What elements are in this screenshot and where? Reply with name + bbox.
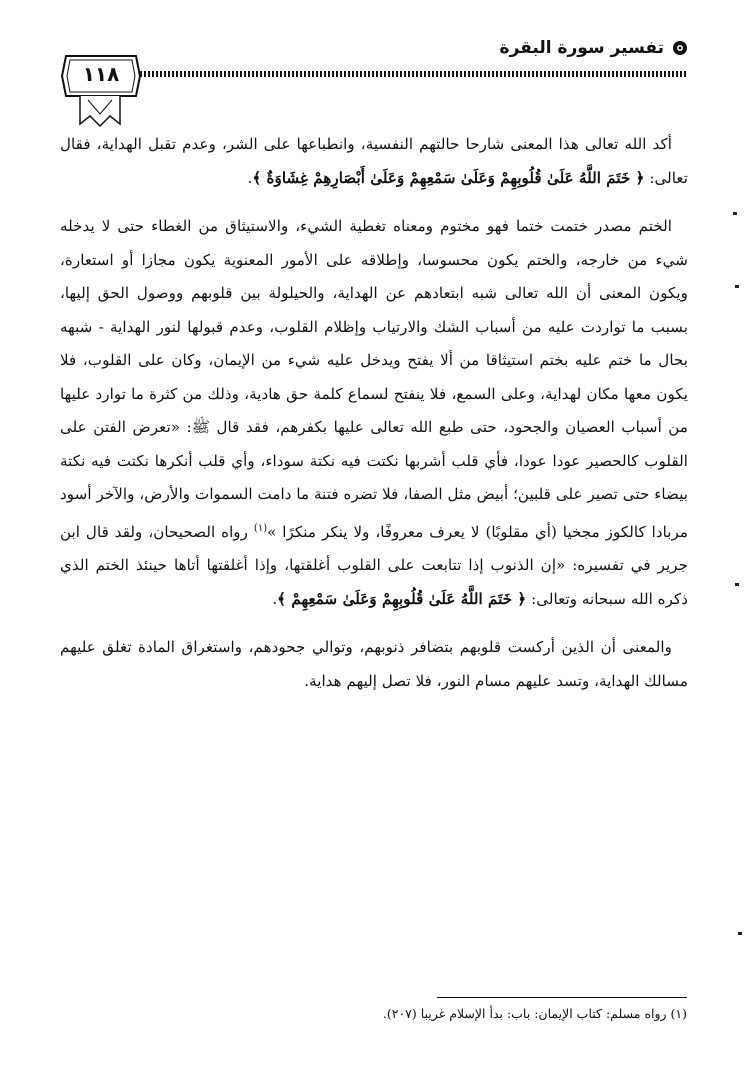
paragraph-text: .	[272, 589, 278, 608]
paragraph-text: .	[247, 168, 253, 187]
margin-mark	[735, 583, 739, 586]
running-title-text: تفسير سورة البقرة	[499, 38, 664, 58]
badge-frame-icon	[60, 46, 142, 136]
footnote-separator	[437, 997, 687, 998]
page-header	[60, 38, 688, 86]
quran-verse: ﴿ خَتَمَ اللَّهُ عَلَىٰ قُلُوبِهِمْ وَعَلَىٰ سَمْعِهِمْ ﴾	[277, 589, 527, 608]
header-rule	[140, 71, 688, 77]
running-title	[500, 38, 688, 58]
paragraph	[60, 210, 688, 616]
paragraph-text: أكد الله تعالى هذا المعنى شارحا حالتهم النفسية، وانطباعها على الشر، وعدم تقبل الهداية، فقال تعالى:	[60, 135, 688, 187]
paragraph	[60, 128, 688, 195]
paragraph-text: الختم مصدر ختمت ختما فهو مختوم ومعناه تغطية الشيء، والاستيثاق من الغطاء حتى لا يدخله شيء من خارجه، والختم يكون محسوسا، وإطلاقه على الأمور المعنوية يكون مجازا أو استعارة، ويكون المعنى أن الله تعالى شبه ابتعادهم عن الهداية، والحيلولة بين قلوبهم ووصول الحق إليها، بسبب ما تواردت عليه من أسباب الشك والارتياب وإظلام القلوب، وعدم قبولها لنور الهداية - شبهه بحال ما ختم عليه بختم استيثاقا من ألا يفتح ويدخل عليه شيء من الإيمان، وكان على القلوب، فلا يكون معها مكان لهداية، وعلى السمع، فلا ينفتح لسماع كلمة حق هادية، وذلك من كثرة ما توارد عليها من أسباب العصيان والجحود، حتى طبع الله تعالى عليها بكفرهم، فقد قال ﷺ: «تعرض الفتن على القلوب كالحصير عودا عودا، فأي قلب أشربها نكتت فيه نكتة سوداء، وأي قلب أنكرها نكتت فيه نكتة بيضاء حتى تصير على قلبين؛ أبيض مثل الصفا، فلا تضره فتنة ما دامت السموات والأرض، والآخر أسود مربادا كالكوز مجخيا (أي مقلوبًا) لا يعرف معروفًا، ولا ينكر منكرًا »	[60, 217, 688, 541]
margin-mark	[738, 932, 742, 935]
body-text	[60, 128, 688, 713]
paragraph	[60, 631, 688, 698]
margin-mark	[733, 212, 737, 215]
footnote-marker: (١)	[253, 522, 268, 534]
quran-verse: ﴿ خَتَمَ اللَّهُ عَلَىٰ قُلُوبِهِمْ وَعَلَىٰ سَمْعِهِمْ وَعَلَىٰ أَبْصَارِهِمْ غِشَاوَةٌ ﴾	[252, 168, 645, 187]
footnote: (١) رواه مسلم: كتاب الإيمان: باب: بدأ الإسلام غريبا (٢٠٧).	[382, 1006, 687, 1021]
page-number: ١١٨	[82, 62, 120, 86]
paragraph-text: رواه الصحيحان، ولقد قال ابن جرير في تفسيره: «إن الذنوب إذا تتابعت على القلوب أغلقتها، وإذا أغلقتها أتاها حينئذ الختم الذي ذكره الله سبحانه وتعالى:	[60, 522, 688, 608]
ornament-icon	[672, 40, 688, 56]
margin-mark	[735, 285, 739, 288]
page-number-badge	[60, 46, 142, 136]
paragraph-text: والمعنى أن الذين أركست قلوبهم بتضافر ذنوبهم، وتوالي جحودهم، واستغراق المادة تغلق عليهم مسالك الهداية، وتسد عليهم مسام النور، فلا تصل إليهم هداية.	[60, 638, 688, 690]
